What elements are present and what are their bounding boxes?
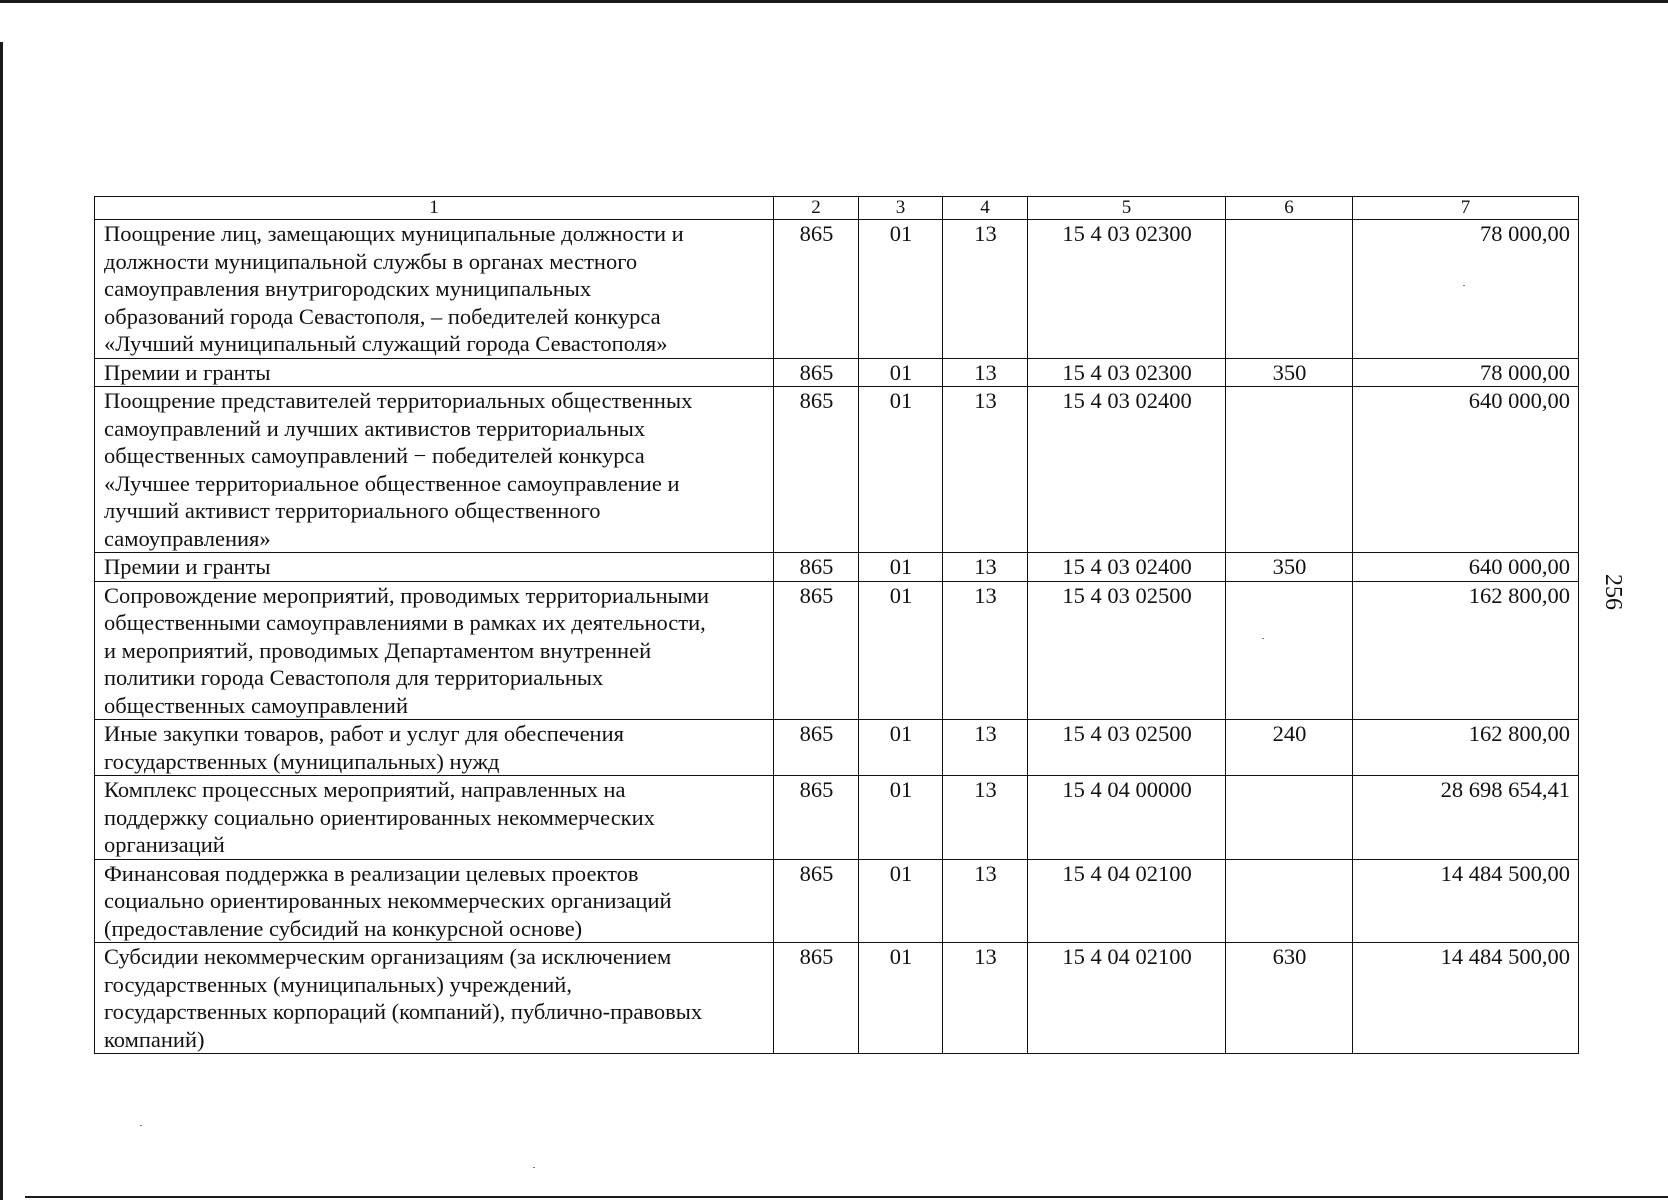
- expense-name-cell: [95, 859, 774, 943]
- target-article-cell: 15 4 03 02500: [1028, 720, 1226, 776]
- expense-name-line: Премии и гранты: [104, 359, 271, 385]
- expense-name-line: социально ориентированных некоммерческих организаций: [104, 888, 672, 913]
- expense-name-line: «Лучший муниципальный служащий города Севастополя»: [104, 331, 668, 356]
- target-article-cell: 15 4 04 02100: [1028, 943, 1226, 1054]
- expense-name-cell: [95, 387, 774, 553]
- expense-name-cell: [95, 220, 774, 359]
- budget-table-body: [95, 197, 1579, 1054]
- ministry-code-cell: 865: [774, 220, 859, 359]
- expense-name-line: Иные закупки товаров, работ и услуг для обеспечения: [104, 721, 624, 746]
- target-article-cell: 15 4 03 02300: [1028, 220, 1226, 359]
- expense-name-line: и мероприятий, проводимых Департаментом внутренней: [104, 637, 652, 663]
- amount-cell: 162 800,00: [1353, 720, 1579, 776]
- column-number-cell: 3: [859, 197, 943, 220]
- subsection-code-cell: 13: [943, 553, 1028, 582]
- expense-type-cell: 350: [1226, 553, 1353, 582]
- column-number-cell: 7: [1353, 197, 1579, 220]
- expense-type-cell: 630: [1226, 943, 1353, 1054]
- section-code-cell: 01: [859, 358, 943, 387]
- expense-name-line: Сопровождение мероприятий, проводимых территориальными: [104, 582, 710, 608]
- table-row: [95, 776, 1579, 860]
- expense-type-cell: 350: [1226, 358, 1353, 387]
- column-number-cell: 4: [943, 197, 1028, 220]
- scan-speck: [533, 1167, 535, 1168]
- table-row: [95, 859, 1579, 943]
- expense-type-cell: [1226, 220, 1353, 359]
- ministry-code-cell: 865: [774, 943, 859, 1054]
- target-article-cell: 15 4 03 02400: [1028, 387, 1226, 553]
- expense-name-line: Комплекс процессных мероприятий, направленных на: [104, 777, 626, 802]
- table-row: [95, 943, 1579, 1054]
- expense-name-line: политики города Севастополя для территориальных: [104, 665, 604, 690]
- section-code-cell: 01: [859, 720, 943, 776]
- amount-cell: 162 800,00: [1353, 581, 1579, 720]
- expense-name-line: Субсидии некоммерческим организациям (за исключением: [104, 944, 672, 969]
- expense-name-cell: [95, 943, 774, 1054]
- expense-name-line: общественными самоуправлениями в рамках их деятельности,: [104, 610, 706, 635]
- expense-type-cell: [1226, 581, 1353, 720]
- table-row: [95, 220, 1579, 359]
- ministry-code-cell: 865: [774, 358, 859, 387]
- subsection-code-cell: 13: [943, 581, 1028, 720]
- subsection-code-cell: 13: [943, 776, 1028, 860]
- expense-name-line: (предоставление субсидий на конкурсной основе): [104, 915, 583, 941]
- expense-name-cell: [95, 553, 774, 582]
- expense-name-line: государственных корпораций (компаний), публично-правовых: [104, 999, 703, 1024]
- expense-name-line: общественных самоуправлений: [104, 692, 409, 718]
- expense-name-line: общественных самоуправлений − победителей конкурса: [104, 443, 645, 468]
- budget-table-container: [94, 196, 1578, 1054]
- target-article-cell: 15 4 04 00000: [1028, 776, 1226, 860]
- target-article-cell: 15 4 03 02500: [1028, 581, 1226, 720]
- expense-name-line: государственных (муниципальных) учреждений,: [104, 971, 572, 997]
- expense-name-line: Поощрение лиц, замещающих муниципальные должности и: [104, 221, 684, 246]
- section-code-cell: 01: [859, 943, 943, 1054]
- expense-type-cell: [1226, 859, 1353, 943]
- expense-name-line: самоуправлений и лучших активистов территориальных: [104, 415, 646, 441]
- ministry-code-cell: 865: [774, 720, 859, 776]
- amount-cell: 640 000,00: [1353, 553, 1579, 582]
- expense-name-line: «Лучшее территориальное общественное самоуправление и: [104, 470, 680, 496]
- table-row: [95, 358, 1579, 387]
- target-article-cell: 15 4 03 02300: [1028, 358, 1226, 387]
- column-number-cell: 5: [1028, 197, 1226, 220]
- amount-cell: 78 000,00: [1353, 220, 1579, 359]
- expense-type-cell: 240: [1226, 720, 1353, 776]
- scan-speck: [140, 1125, 142, 1126]
- section-code-cell: 01: [859, 581, 943, 720]
- amount-cell: 14 484 500,00: [1353, 943, 1579, 1054]
- table-row: [95, 387, 1579, 553]
- page-number: 256: [1600, 574, 1626, 610]
- ministry-code-cell: 865: [774, 776, 859, 860]
- table-row: [95, 553, 1579, 582]
- expense-name-line: поддержку социально ориентированных некоммерческих: [104, 804, 655, 830]
- expense-name-cell: [95, 776, 774, 860]
- amount-cell: 14 484 500,00: [1353, 859, 1579, 943]
- expense-name-line: должности муниципальной службы в органах местного: [104, 248, 638, 274]
- table-row: [95, 720, 1579, 776]
- amount-cell: 640 000,00: [1353, 387, 1579, 553]
- ministry-code-cell: 865: [774, 859, 859, 943]
- scan-edge-bottom: [25, 1196, 1668, 1198]
- ministry-code-cell: 865: [774, 387, 859, 553]
- column-number-cell: 1: [95, 197, 774, 220]
- ministry-code-cell: 865: [774, 553, 859, 582]
- expense-name-line: организаций: [104, 832, 225, 857]
- expense-name-line: Премии и гранты: [104, 554, 271, 579]
- amount-cell: 78 000,00: [1353, 358, 1579, 387]
- expense-name-line: Поощрение представителей территориальных общественных: [104, 388, 693, 413]
- expense-name-cell: [95, 581, 774, 720]
- scan-edge-top: [0, 0, 1668, 3]
- column-number-row: [95, 197, 1579, 220]
- section-code-cell: 01: [859, 387, 943, 553]
- amount-cell: 28 698 654,41: [1353, 776, 1579, 860]
- expense-type-cell: [1226, 776, 1353, 860]
- expense-name-line: государственных (муниципальных) нужд: [104, 748, 500, 774]
- subsection-code-cell: 13: [943, 220, 1028, 359]
- budget-table: [94, 196, 1579, 1054]
- section-code-cell: 01: [859, 553, 943, 582]
- section-code-cell: 01: [859, 859, 943, 943]
- subsection-code-cell: 13: [943, 358, 1028, 387]
- subsection-code-cell: 13: [943, 387, 1028, 553]
- expense-name-line: компаний): [104, 1026, 205, 1052]
- expense-name-line: самоуправления внутригородских муниципальных: [104, 276, 592, 301]
- column-number-cell: 2: [774, 197, 859, 220]
- expense-name-line: Финансовая поддержка в реализации целевых проектов: [104, 860, 639, 886]
- expense-name-line: лучший активист территориального общественного: [104, 498, 601, 523]
- subsection-code-cell: 13: [943, 943, 1028, 1054]
- subsection-code-cell: 13: [943, 859, 1028, 943]
- expense-type-cell: [1226, 387, 1353, 553]
- subsection-code-cell: 13: [943, 720, 1028, 776]
- table-row: [95, 581, 1579, 720]
- section-code-cell: 01: [859, 776, 943, 860]
- column-number-cell: 6: [1226, 197, 1353, 220]
- section-code-cell: 01: [859, 220, 943, 359]
- expense-name-cell: [95, 358, 774, 387]
- target-article-cell: 15 4 03 02400: [1028, 553, 1226, 582]
- ministry-code-cell: 865: [774, 581, 859, 720]
- scan-edge-left: [0, 42, 3, 1200]
- target-article-cell: 15 4 04 02100: [1028, 859, 1226, 943]
- expense-name-line: образований города Севастополя, – победителей конкурса: [104, 303, 661, 329]
- expense-name-line: самоуправления»: [104, 525, 271, 551]
- expense-name-cell: [95, 720, 774, 776]
